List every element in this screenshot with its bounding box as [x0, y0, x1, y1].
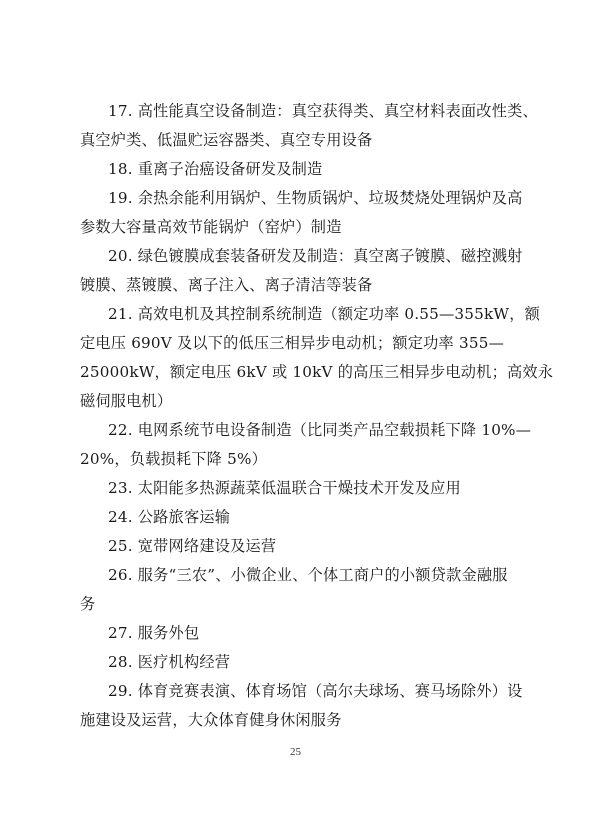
list-item [80, 416, 532, 474]
list-item [80, 97, 538, 155]
item-line: 22. 电网系统节电设备制造（比同类产品空载损耗下降 10%— [108, 421, 532, 439]
list-item [80, 619, 518, 648]
catalog-list [80, 97, 554, 735]
list-item [80, 503, 518, 532]
list-item [80, 532, 518, 561]
list-item [80, 648, 518, 677]
item-line: 27. 服务外包 [108, 624, 200, 642]
page-number: 25 [290, 746, 301, 758]
item-line: 25. 宽带网络建设及运营 [108, 537, 277, 555]
item-line: 真空炉类、低温贮运容器类、真空专用设备 [80, 131, 373, 149]
item-line: 20%，负载损耗下降 5%） [80, 450, 267, 468]
item-line: 29. 体育竞赛表演、体育场馆（高尔夫球场、赛马场除外）设 [108, 682, 523, 700]
item-line: 施建设及运营，大众体育健身休闲服务 [80, 711, 342, 729]
item-line: 19. 余热余能利用锅炉、生物质锅炉、垃圾焚烧处理锅炉及高 [108, 189, 523, 207]
item-line: 定电压 690V 及以下的低压三相异步电动机；额定功率 355— [80, 334, 504, 352]
list-item [80, 184, 523, 242]
list-item [80, 561, 518, 619]
item-line: 20. 绿色镀膜成套装备研发及制造：真空离子镀膜、磁控溅射 [108, 247, 523, 265]
item-line: 28. 医疗机构经营 [108, 653, 231, 671]
item-line: 磁伺服电机） [80, 392, 173, 410]
list-item [80, 677, 523, 735]
list-item [80, 300, 554, 416]
list-item [80, 155, 518, 184]
item-line: 24. 公路旅客运输 [108, 508, 231, 526]
item-line: 21. 高效电机及其控制系统制造（额定功率 0.55—355kW，额 [108, 305, 540, 323]
list-item [80, 242, 523, 300]
item-line: 25000kW，额定电压 6kV 或 10kV 的高压三相异步电动机；高效永 [80, 363, 554, 381]
list-item [80, 474, 518, 503]
item-line: 18. 重离子治癌设备研发及制造 [108, 160, 323, 178]
item-line: 镀膜、蒸镀膜、离子注入、离子清洁等装备 [80, 276, 373, 294]
item-line: 务 [80, 595, 96, 613]
item-line: 17. 高性能真空设备制造：真空获得类、真空材料表面改性类、 [108, 102, 538, 120]
item-line: 26. 服务“三农”、小微企业、个体工商户的小额贷款金融服 [108, 566, 508, 584]
item-line: 参数大容量高效节能锅炉（窑炉）制造 [80, 218, 342, 236]
item-line: 23. 太阳能多热源蔬菜低温联合干燥技术开发及应用 [108, 479, 461, 497]
